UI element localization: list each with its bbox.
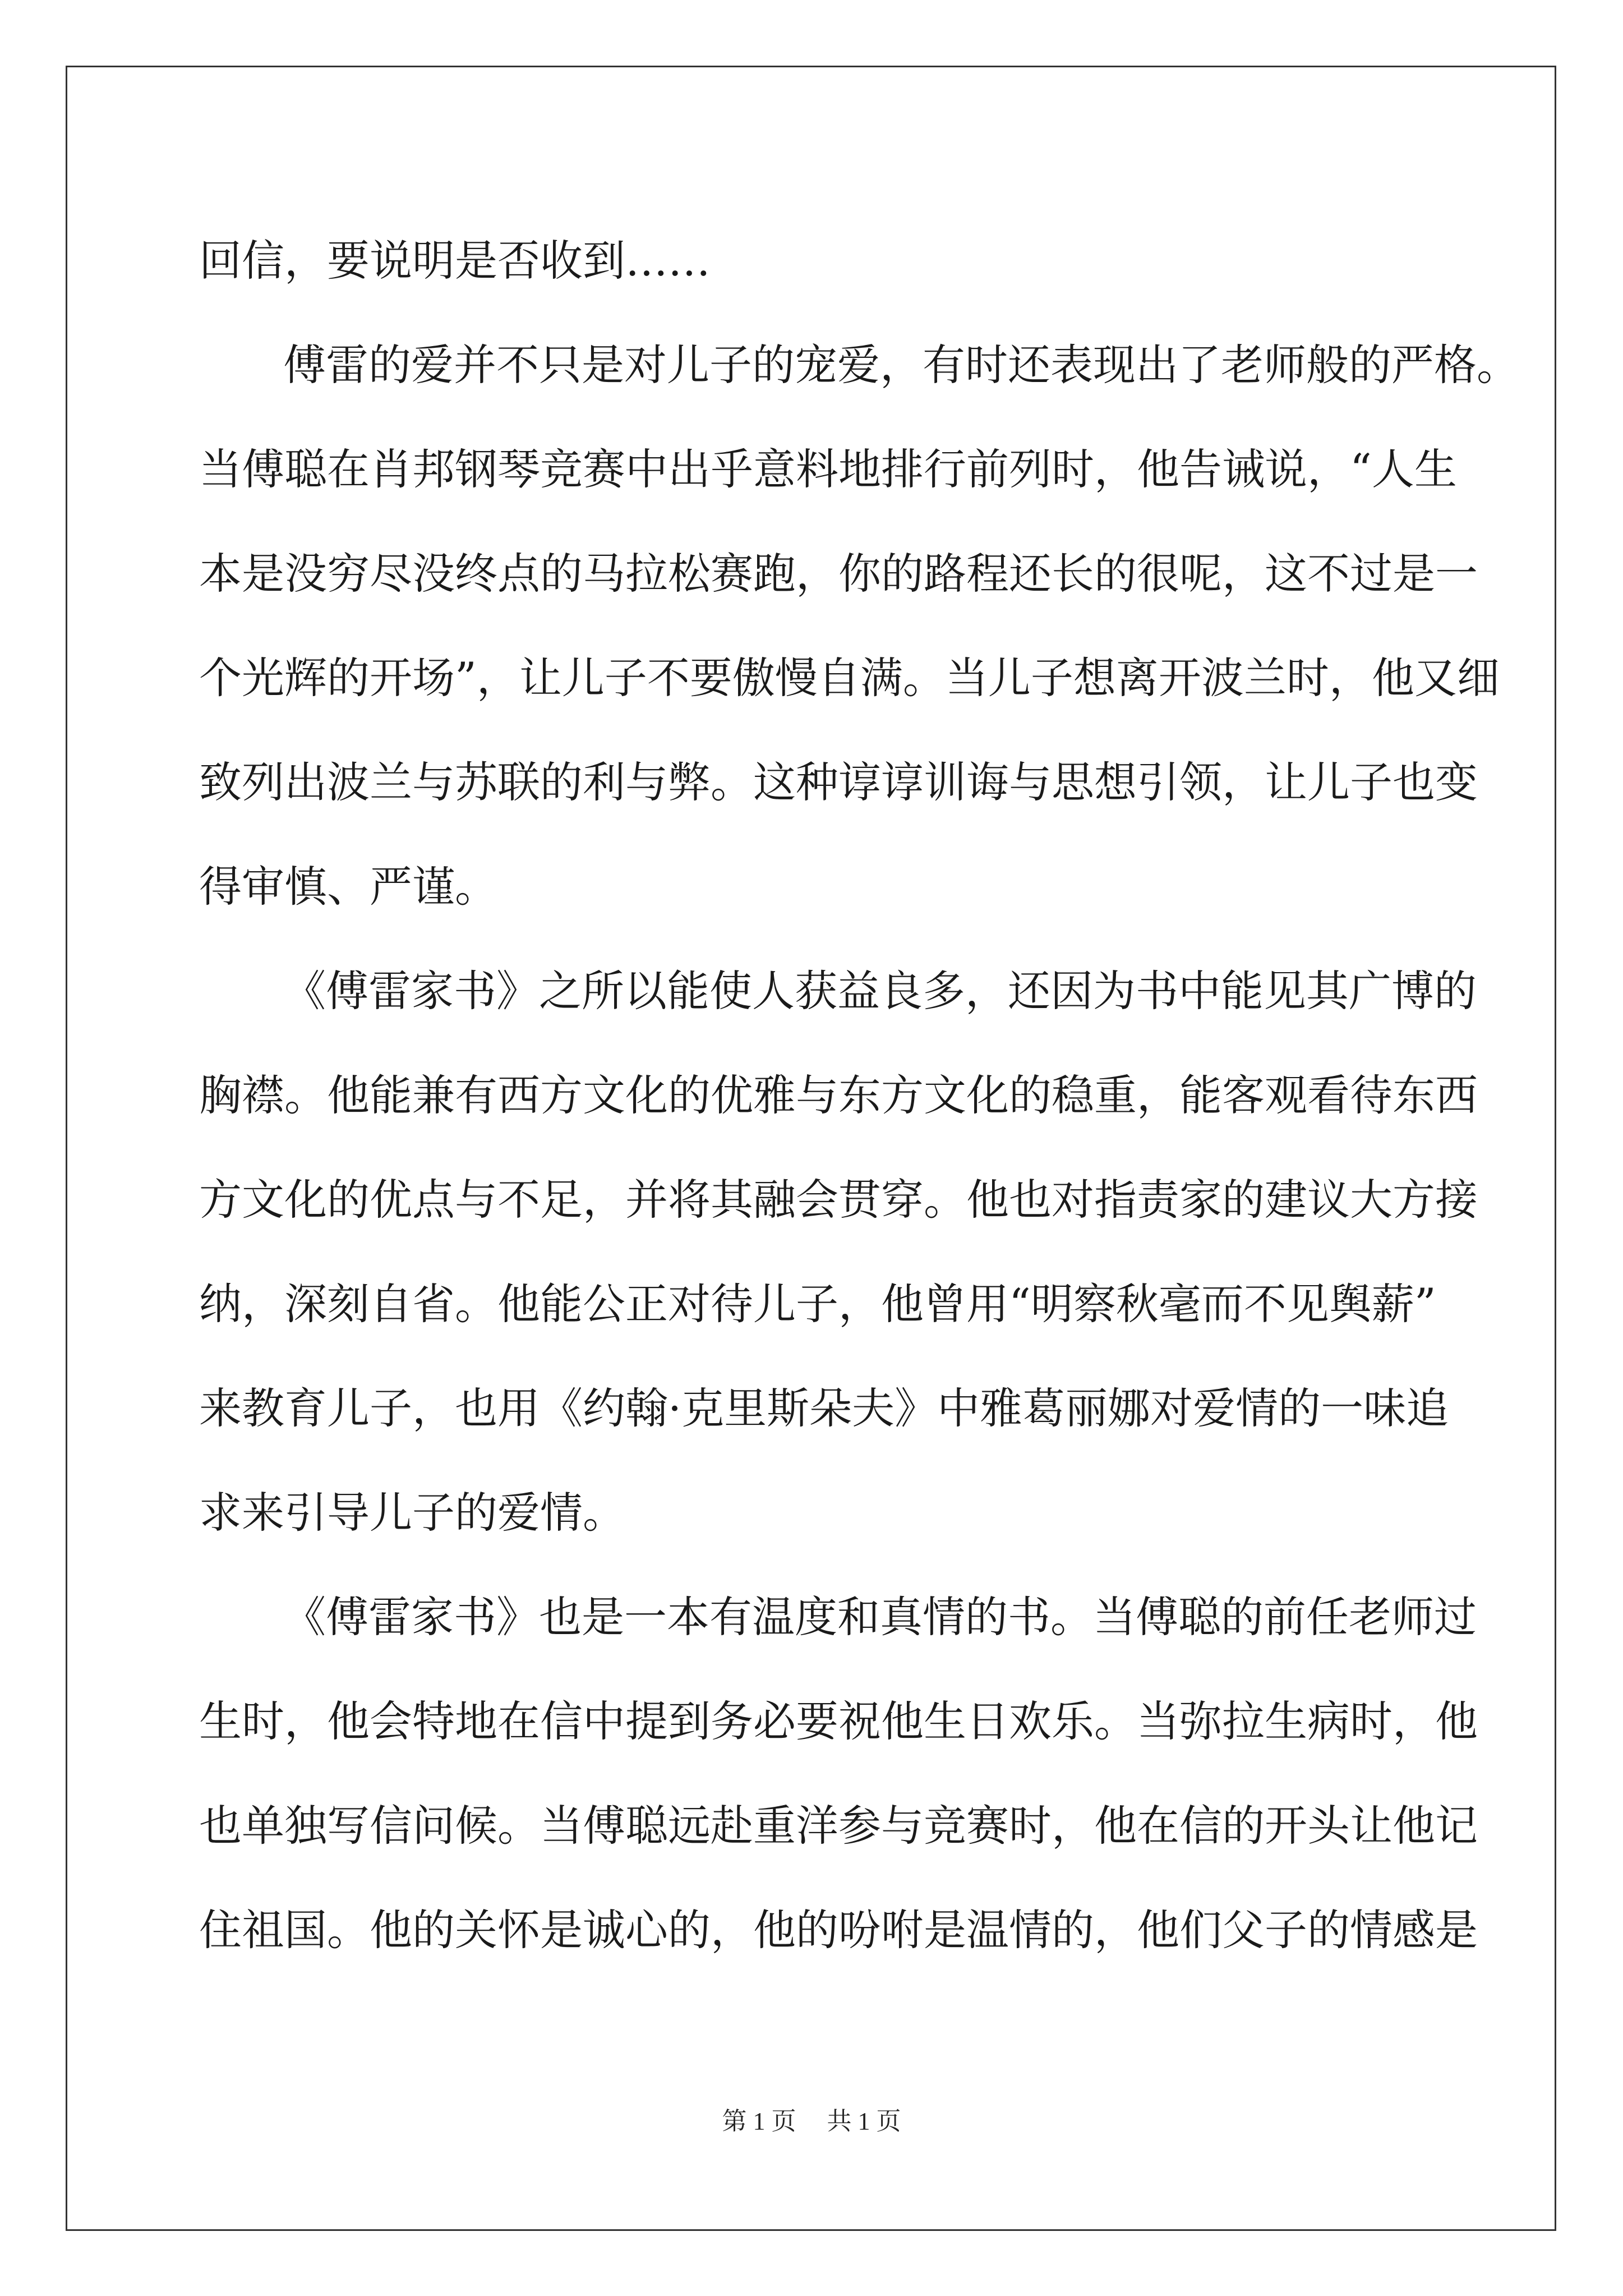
text-line: 本是没穷尽没终点的马拉松赛跑，你的路程还长的很呢，这不过是一 xyxy=(199,549,1478,599)
text-line: 得审慎、严谨。 xyxy=(199,862,497,912)
text-line: 回信，要说明是否收到…… xyxy=(199,236,711,286)
page-total: 共 1 页 xyxy=(827,2108,901,2135)
page-number: 第 1 页 xyxy=(722,2108,796,2135)
text-line: 来教育儿子，也用《约翰·克里斯朵夫》中雅葛丽娜对爱情的一味追 xyxy=(199,1383,1449,1433)
text-line: 当傅聪在肖邦钢琴竞赛中出乎意料地排行前列时，他告诫说，“人生 xyxy=(199,444,1457,494)
text-line: 《傅雷家书》之所以能使人获益良多，还因为书中能见其广博的 xyxy=(283,966,1477,1016)
page-footer xyxy=(0,2105,1623,2138)
text-line: 个光辉的开场”，让儿子不要傲慢自满。当儿子想离开波兰时，他又细 xyxy=(199,653,1500,703)
text-line: 生时，他会特地在信中提到务必要祝他生日欢乐。当弥拉生病时，他 xyxy=(199,1696,1478,1746)
text-line: 住祖国。他的关怀是诚心的，他的吩咐是温情的，他们父子的情感是 xyxy=(199,1905,1478,1955)
text-line: 傅雷的爱并不只是对儿子的宠爱，有时还表现出了老师般的严格。 xyxy=(283,340,1519,390)
text-line: 求来引导儿子的爱情。 xyxy=(199,1488,625,1538)
text-line: 纳，深刻自省。他能公正对待儿子，他曾用“明察秋毫而不见舆薪” xyxy=(199,1279,1436,1329)
text-line: 《傅雷家书》也是一本有温度和真情的书。当傅聪的前任老师过 xyxy=(283,1592,1477,1642)
text-line: 胸襟。他能兼有西方文化的优雅与东方文化的稳重，能客观看待东西 xyxy=(199,1070,1478,1120)
text-line: 致列出波兰与苏联的利与弊。这种谆谆训诲与思想引领，让儿子也变 xyxy=(199,757,1478,807)
document-body xyxy=(199,209,1519,1982)
text-line: 方文化的优点与不足，并将其融会贯穿。他也对指责家的建议大方接 xyxy=(199,1175,1478,1225)
text-line: 也单独写信问候。当傅聪远赴重洋参与竞赛时，他在信的开头让他记 xyxy=(199,1801,1478,1851)
